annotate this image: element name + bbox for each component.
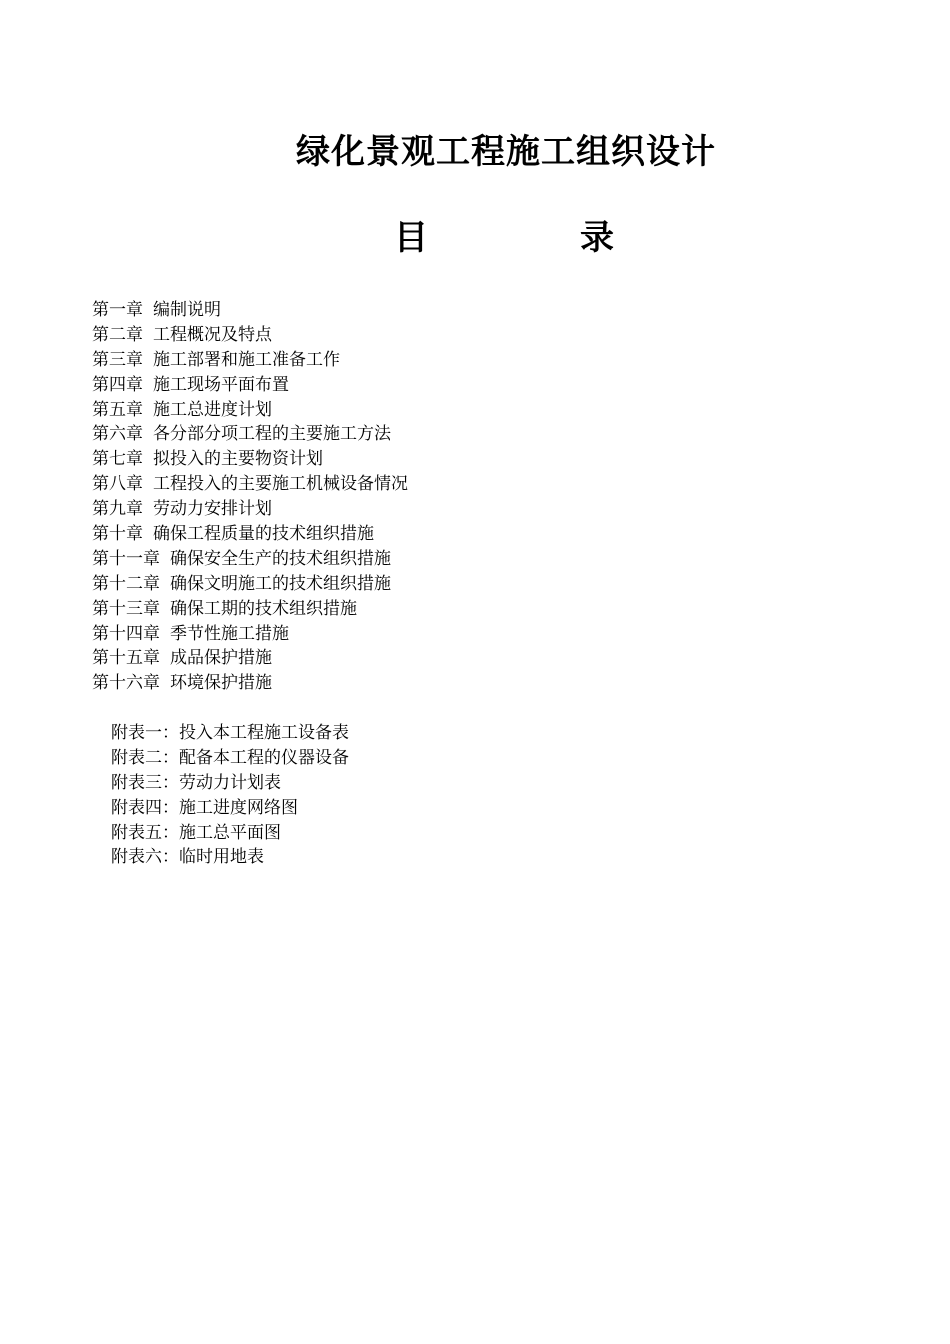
- chapter-item: [92, 298, 408, 323]
- toc-heading-right: 录: [580, 218, 614, 258]
- chapter-number: 第一章: [92, 300, 143, 320]
- appendix-item: 附表二：配备本工程的仪器设备: [111, 747, 349, 768]
- appendix-item: 附表三：劳动力计划表: [111, 772, 281, 793]
- chapter-item: [92, 348, 408, 373]
- chapter-item: [92, 447, 408, 472]
- chapter-item: [92, 671, 408, 696]
- chapter-title: 确保安全生产的技术组织措施: [170, 548, 391, 569]
- chapter-number: 第十章: [92, 524, 143, 545]
- chapter-item: [92, 323, 408, 348]
- chapter-title: 环境保护措施: [170, 673, 272, 694]
- chapter-title: 季节性施工措施: [170, 623, 289, 644]
- chapter-number: 第八章: [92, 474, 143, 495]
- chapter-item: [92, 373, 408, 398]
- chapter-number: 第十四章: [92, 623, 160, 644]
- chapter-number: 第七章: [92, 449, 143, 470]
- chapter-title: 确保工期的技术组织措施: [170, 598, 357, 619]
- chapter-number: 第十二章: [92, 573, 160, 594]
- chapter-title: 成品保护措施: [170, 648, 272, 669]
- chapter-item: [92, 646, 408, 671]
- chapter-number: 第五章: [92, 399, 143, 420]
- chapter-title: 工程投入的主要施工机械设备情况: [153, 474, 408, 495]
- chapter-title: 各分部分项工程的主要施工方法: [153, 424, 391, 445]
- chapter-title: 施工总进度计划: [153, 399, 272, 420]
- chapter-item: [92, 597, 408, 622]
- appendix-item: 附表六：临时用地表: [111, 847, 264, 868]
- chapter-number: 第十三章: [92, 598, 160, 619]
- chapter-title: 确保文明施工的技术组织措施: [170, 573, 391, 594]
- chapter-item: [92, 422, 408, 447]
- document-title: 绿化景观工程施工组织设计: [296, 132, 716, 172]
- chapter-number: 第三章: [92, 349, 143, 370]
- chapter-item: [92, 522, 408, 547]
- chapter-item: [92, 572, 408, 597]
- chapter-title: 劳动力安排计划: [153, 499, 272, 520]
- toc-heading: [0, 214, 950, 262]
- chapter-title: 编制说明: [153, 300, 221, 320]
- chapter-number: 第六章: [92, 424, 143, 445]
- chapter-title: 确保工程质量的技术组织措施: [153, 524, 374, 545]
- toc-heading-left: 目: [394, 218, 428, 258]
- chapter-item: [92, 547, 408, 572]
- chapter-number: 第四章: [92, 374, 143, 395]
- chapter-title: 工程概况及特点: [153, 324, 272, 345]
- chapter-item: [92, 472, 408, 497]
- chapter-number: 第十六章: [92, 673, 160, 694]
- appendix-item: 附表一：投入本工程施工设备表: [111, 723, 349, 743]
- chapter-title: 施工现场平面布置: [153, 374, 289, 395]
- appendix-item: 附表四：施工进度网络图: [111, 797, 298, 818]
- chapter-item: [92, 398, 408, 423]
- appendix-item: 附表五：施工总平面图: [111, 822, 281, 843]
- chapter-item: [92, 497, 408, 522]
- chapter-number: 第九章: [92, 499, 143, 520]
- chapter-number: 第十一章: [92, 548, 160, 569]
- chapter-title: 拟投入的主要物资计划: [153, 449, 323, 470]
- chapter-list: [92, 298, 408, 696]
- chapter-title: 施工部署和施工准备工作: [153, 349, 340, 370]
- chapter-number: 第十五章: [92, 648, 160, 669]
- appendix-list: [111, 721, 349, 870]
- chapter-item: [92, 622, 408, 647]
- chapter-number: 第二章: [92, 324, 143, 345]
